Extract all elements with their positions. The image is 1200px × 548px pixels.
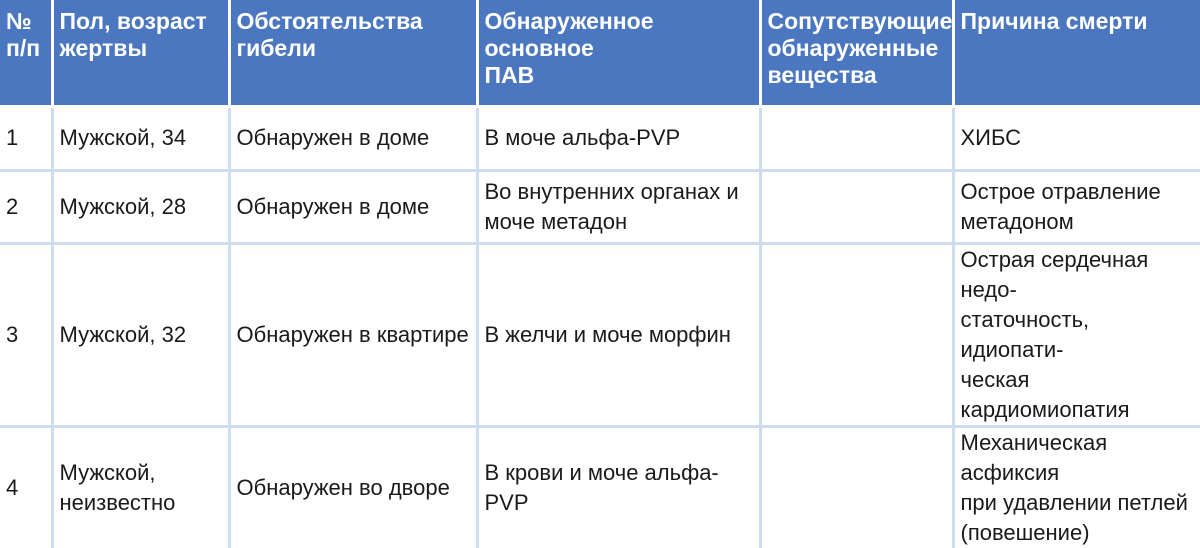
cell-sex-age: Мужской, 32 [52,243,229,426]
header-num: № п/п [0,0,52,106]
cell-sex-age: Мужской, 28 [52,170,229,243]
cell-num: 4 [0,426,52,548]
cell-circumstances: Обнаружен в квартире [229,243,477,426]
header-accompanying: Сопутствующие обнаруженные вещества [760,0,953,106]
cell-cause: Острая сердечная недо- статочность, идиопати- ческая кардиомиопатия [953,243,1200,426]
cell-sex-age: Мужской, неизвестно [52,426,229,548]
header-sex-age: Пол, возраст жертвы [52,0,229,106]
cell-main-substance: В желчи и моче морфин [477,243,760,426]
cell-main-substance: В моче альфа-PVP [477,106,760,170]
table-row [0,426,1200,548]
table-row [0,243,1200,426]
cell-cause: Механическая асфиксия при удавлении петлей (повешение) [960,429,1188,545]
cell-accompanying [760,243,953,426]
cell-main-substance: В крови и моче альфа-PVP [477,426,760,548]
cell-main-substance: Во внутренних органах и моче метадон [477,170,760,243]
header-main-substance: Обнаруженное основное ПАВ [477,0,760,106]
header-row [0,0,1200,106]
cell-sex-age: Мужской, 34 [52,106,229,170]
table-row [0,170,1200,243]
cell-accompanying [760,426,953,548]
cell-cause: ХИБС [953,106,1200,170]
cell-num: 3 [0,243,52,426]
cell-circumstances: Обнаружен в доме [229,106,477,170]
header-circumstances: Обстоятельства гибели [229,0,477,106]
table-row [0,106,1200,170]
cell-circumstances: Обнаружен в доме [229,170,477,243]
cell-circumstances: Обнаружен во дворе [229,426,477,548]
cell-cause: Острое отравление метадоном [953,170,1200,243]
cell-num: 2 [0,170,52,243]
cell-accompanying [760,170,953,243]
header-cause: Причина смерти [953,0,1200,106]
cell-accompanying [760,106,953,170]
cell-num: 1 [0,106,52,170]
